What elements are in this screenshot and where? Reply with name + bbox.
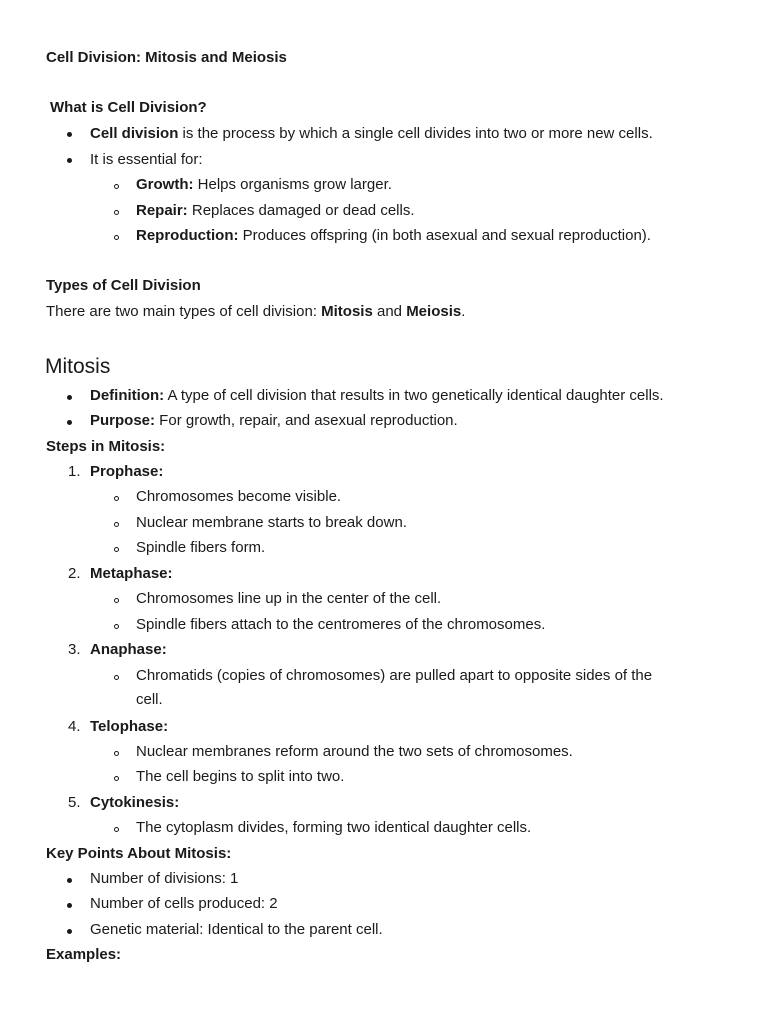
circle-bullet-icon: [114, 184, 119, 189]
list-item: Definition: A type of cell division that results in two genetically identical daughter cells.: [90, 387, 664, 404]
section-heading-types: Types of Cell Division: [46, 277, 201, 294]
list-item: Reproduction: Produces offspring (in both asexual and sexual reproduction).: [136, 227, 651, 244]
examples-heading: Examples:: [46, 946, 122, 963]
list-item: Chromosomes line up in the center of the cell.: [136, 590, 442, 607]
step-number: 2.: [68, 565, 81, 582]
step-name: Telophase:: [90, 718, 169, 735]
step-name: Prophase:: [90, 463, 164, 480]
step-number: 3.: [68, 641, 81, 658]
list-item: Nuclear membrane starts to break down.: [136, 514, 407, 531]
circle-bullet-icon: [114, 598, 119, 603]
list-item: The cell begins to split into two.: [136, 768, 345, 785]
list-item: Repair: Replaces damaged or dead cells.: [136, 202, 415, 219]
list-item: Nuclear membranes reform around the two sets of chromosomes.: [136, 743, 573, 760]
step-name: Metaphase:: [90, 565, 173, 582]
types-paragraph: There are two main types of cell division: Mitosis and Meiosis.: [46, 303, 466, 320]
circle-bullet-icon: [114, 827, 119, 832]
bullet-icon: [67, 903, 72, 908]
step-number: 1.: [68, 463, 81, 480]
circle-bullet-icon: [114, 751, 119, 756]
list-item-continuation: cell.: [136, 691, 163, 708]
bullet-icon: [67, 878, 72, 883]
list-item: Cell division is the process by which a single cell divides into two or more new cells.: [90, 125, 653, 142]
circle-bullet-icon: [114, 522, 119, 527]
circle-bullet-icon: [114, 547, 119, 552]
circle-bullet-icon: [114, 496, 119, 501]
list-item: The cytoplasm divides, forming two identical daughter cells.: [136, 819, 532, 836]
document-title: Cell Division: Mitosis and Meiosis: [46, 49, 287, 66]
step-name: Anaphase:: [90, 641, 167, 658]
step-number: 4.: [68, 718, 81, 735]
bullet-icon: [67, 158, 72, 163]
list-item: Spindle fibers form.: [136, 539, 266, 556]
list-item: Chromatids (copies of chromosomes) are pulled apart to opposite sides of the: [136, 667, 653, 684]
list-item: Number of divisions: 1: [90, 870, 239, 887]
step-name: Cytokinesis:: [90, 794, 180, 811]
list-item: Purpose: For growth, repair, and asexual reproduction.: [90, 412, 458, 429]
bullet-icon: [67, 420, 72, 425]
bullet-icon: [67, 929, 72, 934]
step-number: 5.: [68, 794, 81, 811]
circle-bullet-icon: [114, 776, 119, 781]
circle-bullet-icon: [114, 235, 119, 240]
circle-bullet-icon: [114, 675, 119, 680]
list-item: It is essential for:: [90, 151, 203, 168]
list-item: Spindle fibers attach to the centromeres of the chromosomes.: [136, 616, 546, 633]
key-points-heading: Key Points About Mitosis:: [46, 845, 232, 862]
bullet-icon: [67, 395, 72, 400]
list-item: Chromosomes become visible.: [136, 488, 342, 505]
bullet-icon: [67, 132, 72, 137]
circle-bullet-icon: [114, 624, 119, 629]
list-item: Number of cells produced: 2: [90, 895, 278, 912]
steps-heading: Steps in Mitosis:: [46, 438, 166, 455]
section-heading-mitosis: Mitosis: [45, 355, 111, 378]
section-heading-what-is: What is Cell Division?: [50, 99, 207, 116]
circle-bullet-icon: [114, 210, 119, 215]
list-item: Genetic material: Identical to the parent cell.: [90, 921, 383, 938]
list-item: Growth: Helps organisms grow larger.: [136, 176, 392, 193]
